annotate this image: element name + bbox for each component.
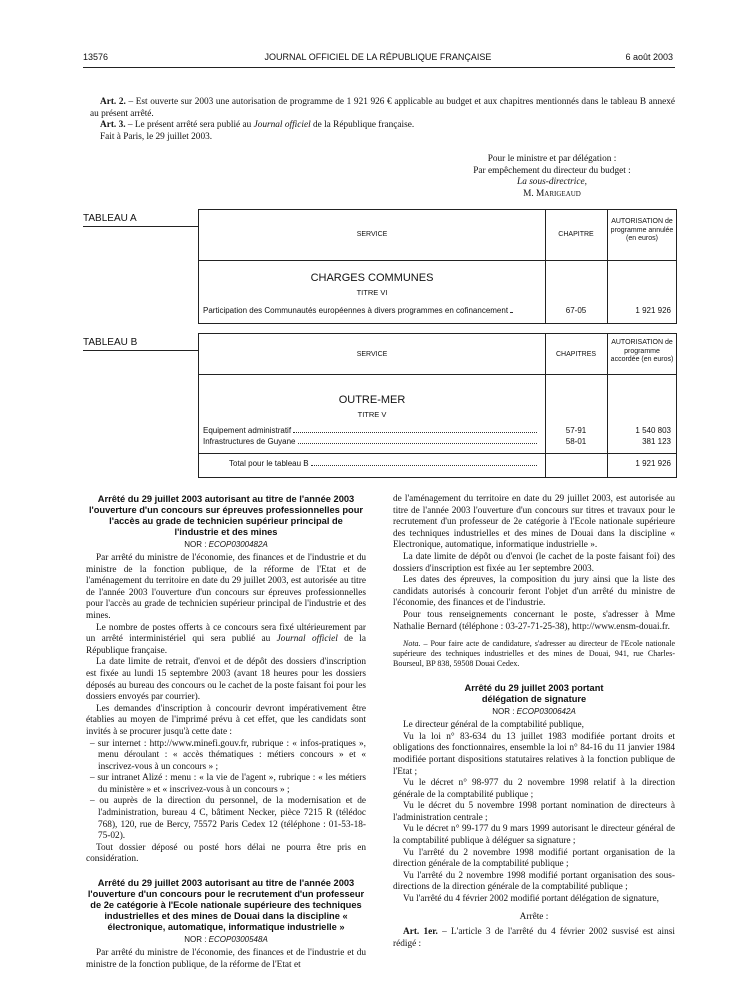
left-paragraph-3: La date limite de retrait, d'envoi et de dépôt des dossiers d'inscription est fixée au lundi 15 septembre 2003 (avant 18 heures pour les dossiers déposés au bureau des concours ou le cachet de la poste faisant foi pour les dossiers envoyés par courrier). [86,657,366,703]
arrete-word: Arrête : [519,911,549,922]
tableau-a-label: TABLEAU A [83,213,137,224]
signature-line-4: M. Marigeaud [523,188,581,199]
tableau-b-header-service: SERVICE [356,351,388,358]
left-paragraph-2 [86,623,366,658]
signature-block [430,154,674,200]
left-paragraph-6: Par arrêté du ministre de l'économie, des finances et de l'industrie et du ministre de la fonction publique, de la réforme de l'Etat et [86,948,366,970]
nota-label: Nota. [403,639,421,649]
arrete-title-2: Arrêté du 29 juillet 2003 autorisant au titre de l'année 2003 l'ouverture d'un concours pour le recrutement d'un professeur de 2e catégorie à l'Ecole nationale supérieure des techniques industrielles et des mines de Douai dans la discipline « électronique, automatique, informatique industrielle » [87,878,365,933]
tableau-b-divider-2 [607,334,608,477]
article-3 [90,120,675,132]
tableau-a-header-service: SERVICE [356,231,388,238]
tableau-a-header-autorisation: AUTORISATION de programme annulée (en euros) [610,218,674,242]
tableau-b-row-chapitre: 58-01 [565,437,587,446]
nor-2-label: NOR : [184,935,209,945]
visa-line: Vu l'arrêté du 2 novembre 1998 modifié portant organisation des sous-directions de la direction générale de la comptabilité publique ; [393,870,675,893]
tableau-b-row-chapitre: 57-91 [565,426,587,435]
visa-line: Vu le décret n° 99-177 du 9 mars 1999 autorisant le directeur général de la comptabilité publique à déléguer sa signature ; [393,824,675,847]
article-3-text-a: – Le présent arrêté sera publié au [125,120,254,131]
tableau-a-section-sub: TITRE VI [356,288,388,297]
visa-line: Vu le décret du 5 novembre 1998 portant nomination de directeurs à l'administration centrale ; [393,801,675,823]
dot-leader [311,465,537,466]
tableau-b-row-amount: 1 540 803 [635,426,671,435]
arrete-title-3: Arrêté du 29 juillet 2003 portant délégation de signature [464,683,604,705]
right-paragraph-3: Les dates des épreuves, la composition du jury ainsi que la liste des candidats autorisés à concourir feront l'objet d'un arrêté du ministre de l'économie, des finances et de l'industrie. [393,575,675,609]
tableau-b-section-title: OUTRE-MER [338,394,406,406]
tableau-b-total-amount: 1 921 926 [635,459,671,468]
left-paragraph-1: Par arrêté du ministre de l'économie, des finances et de l'industrie et du ministre de la fonction publique, de la réforme de l'Etat et de l'aménagement du territoire en date du 29 juillet 2003, est autorisée au titre de l'année 2003 l'ouverture d'un concours sur épreuves professionnelles pour l'accès au grade de technicien supérieur principal de l'industrie et des mines. [86,553,366,621]
visa-line: Vu la loi n° 83-634 du 13 juillet 1983 modifiée portant droits et obligations des fonctionnaires, ensemble la loi n° 84-16 du 11 janvier 1984 modifiée portant dispositions statutaires relatives à la fonction publique de l'Etat ; [393,731,675,777]
nor-3-code: ECOP0300642A [516,707,576,717]
nor-1-label: NOR : [184,540,209,549]
right-column [393,494,675,950]
nor-1 [86,540,366,549]
signature-line-3: La sous-directrice, [517,177,587,188]
tableau-a-section-title: CHARGES COMMUNES [310,272,434,284]
dot-leader [298,443,537,444]
page-header [83,52,673,66]
left-column [86,494,366,971]
visa-line: Vu l'arrêté du 2 novembre 1998 modifié portant organisation de la direction générale de la comptabilité publique ; [393,847,675,870]
nor-3-label: NOR : [492,707,517,717]
list-item: – sur internet : http://www.minefi.gouv.fr, rubrique : « infos-pratiques », menu déroulant : « accès thématiques : métiers concours » et « inscrivez-vous à un concours » ; [90,738,366,772]
visa-line: Vu l'arrêté du 4 février 2002 modifié portant délégation de signature, [403,894,659,905]
tableau-a-row-amount: 1 921 926 [635,306,671,315]
left-paragraph-5: Tout dossier déposé ou posté hors délai ne pourra être pris en considération. [86,842,366,865]
left-paragraph-4: Les demandes d'inscription à concourir devront impérativement être établies au moyen de l'imprimé prévu à cet effet, que les candidats sont invités à se procurer jusqu'à cette date : [86,703,366,737]
signature-line-2: Par empêchement du directeur du budget : [473,165,631,176]
right-paragraph-4: Pour tous renseignements concernant le poste, s'adresser à Mme Nathalie Bernard (téléphone : 03-27-71-25-38), http://www.ensm-douai.fr. [393,609,675,632]
tableau-b-row-label: Equipement administratif [203,426,537,435]
tableau-a-row-chapitre: 67-05 [565,306,587,315]
article-3-italic: Journal officiel [253,120,311,131]
header-rule [83,67,675,68]
tableau-a [198,209,677,324]
tableau-b-header-autorisation: AUTORISATION de programme accordée (en euros) [610,339,674,363]
list-item: – sur intranet Alizé : menu : « la vie de l'agent », rubrique : « les métiers du ministère » et « inscrivez-vous à un concours » ; [90,773,366,795]
tableau-a-header-rule [199,260,676,261]
article-1-label: Art. 1er. [403,927,438,938]
tableau-b-total-rule [199,453,676,454]
inscription-list [86,739,366,843]
left-paragraph-2-b: de la République française. [86,634,366,656]
tableau-b-label-rule [83,350,199,351]
tableau-b-total-label: Total pour le tableau B [229,459,537,468]
article-3-label: Art. 3. [100,120,126,131]
nor-2-code: ECOP0300548A [208,935,268,945]
article-1 [393,927,675,950]
article-1-text: – L'article 3 de l'arrêté du 4 février 2002 susvisé est ainsi rédigé : [393,927,675,949]
page-date: 6 août 2003 [625,52,673,62]
fait-a-paris: Fait à Paris, le 29 juillet 2003. [100,131,213,142]
visa-line: Le directeur général de la comptabilité publique, [403,720,584,731]
tableau-b-header-rule [199,374,676,375]
tableau-a-label-rule [83,226,199,227]
tableau-b-section-sub: TITRE V [357,410,387,419]
nor-1-code: ECOP0300482A [208,540,268,549]
left-paragraph-2-italic: Journal officiel [276,634,338,645]
article-3-text-b: de la République française. [310,120,415,131]
arrete-title-1: Arrêté du 29 juillet 2003 autorisant au titre de l'année 2003 l'ouverture d'un concours sur épreuves professionnelles pour l'accès au grade de technicien supérieur principal de l'industrie et des mines [88,494,364,537]
nota [393,639,675,669]
signature-line-1: Pour le ministre et par délégation : [487,154,617,164]
dot-leader [510,312,512,313]
tableau-b [198,333,677,478]
right-paragraph-2: La date limite de dépôt ou d'envoi (le cachet de la poste faisant foi) des dossiers d'inscription est fixée au 1er septembre 2003. [393,551,675,574]
tableau-b-header-chapitres: CHAPITRES [555,351,597,358]
tableau-a-header-chapitre: CHAPITRE [558,231,594,238]
nota-text: – Pour faire acte de candidature, s'adresser au directeur de l'Ecole nationale supérieure des techniques industrielles et des mines de Douai, 941, rue Charles-Bourseul, BP 838, 59508 Douai Cedex. [393,639,675,669]
page-number: 13576 [83,52,109,62]
tableau-b-label: TABLEAU B [83,337,138,348]
nor-2 [86,935,366,944]
article-2-label: Art. 2. [100,97,126,107]
nor-3 [393,707,675,716]
left-paragraph-2-a: Le nombre de postes offerts à ce concours sera fixé ultérieurement par un arrêté interministériel qui sera publié au [86,622,366,645]
dot-leader [293,432,537,433]
visa-line: Vu le décret n° 98-977 du 2 novembre 1998 relatif à la direction générale de la comptabilité publique ; [393,778,675,800]
article-2 [90,97,675,120]
tableau-a-row-label: Participation des Communautés européennes à divers programmes en cofinancement [203,306,533,315]
tableau-b-row-amount: 381 123 [642,437,671,446]
list-item: – ou auprès de la direction du personnel, de la modernisation et de l'administration, bureau 4 C, bâtiment Necker, pièce 7215 R (télédoc 768), 120, rue de Bercy, 75572 Paris Cedex 12 (téléphone : 01-53-18-75-02). [90,796,366,842]
journal-title: JOURNAL OFFICIEL DE LA RÉPUBLIQUE FRANÇAISE [264,52,492,62]
intro-block [90,97,675,143]
tableau-b-row-label: Infrastructures de Guyane [203,437,537,446]
right-paragraph-1: de l'aménagement du territoire en date du 29 juillet 2003, est autorisée au titre de l'année 2003 l'ouverture d'un concours sur titres et travaux pour le recrutement d'un professeur de 2e catégorie à l'Ecole nationale supérieure des techniques industrielles et des mines de Douai dans la discipline « Electronique, automatique, informatique industrielle ». [393,494,675,551]
article-2-text: – Est ouverte sur 2003 une autorisation de programme de 1 921 926 € applicable au budget et aux chapitres mentionnés dans le tableau B annexé au présent arrêté. [90,97,675,119]
